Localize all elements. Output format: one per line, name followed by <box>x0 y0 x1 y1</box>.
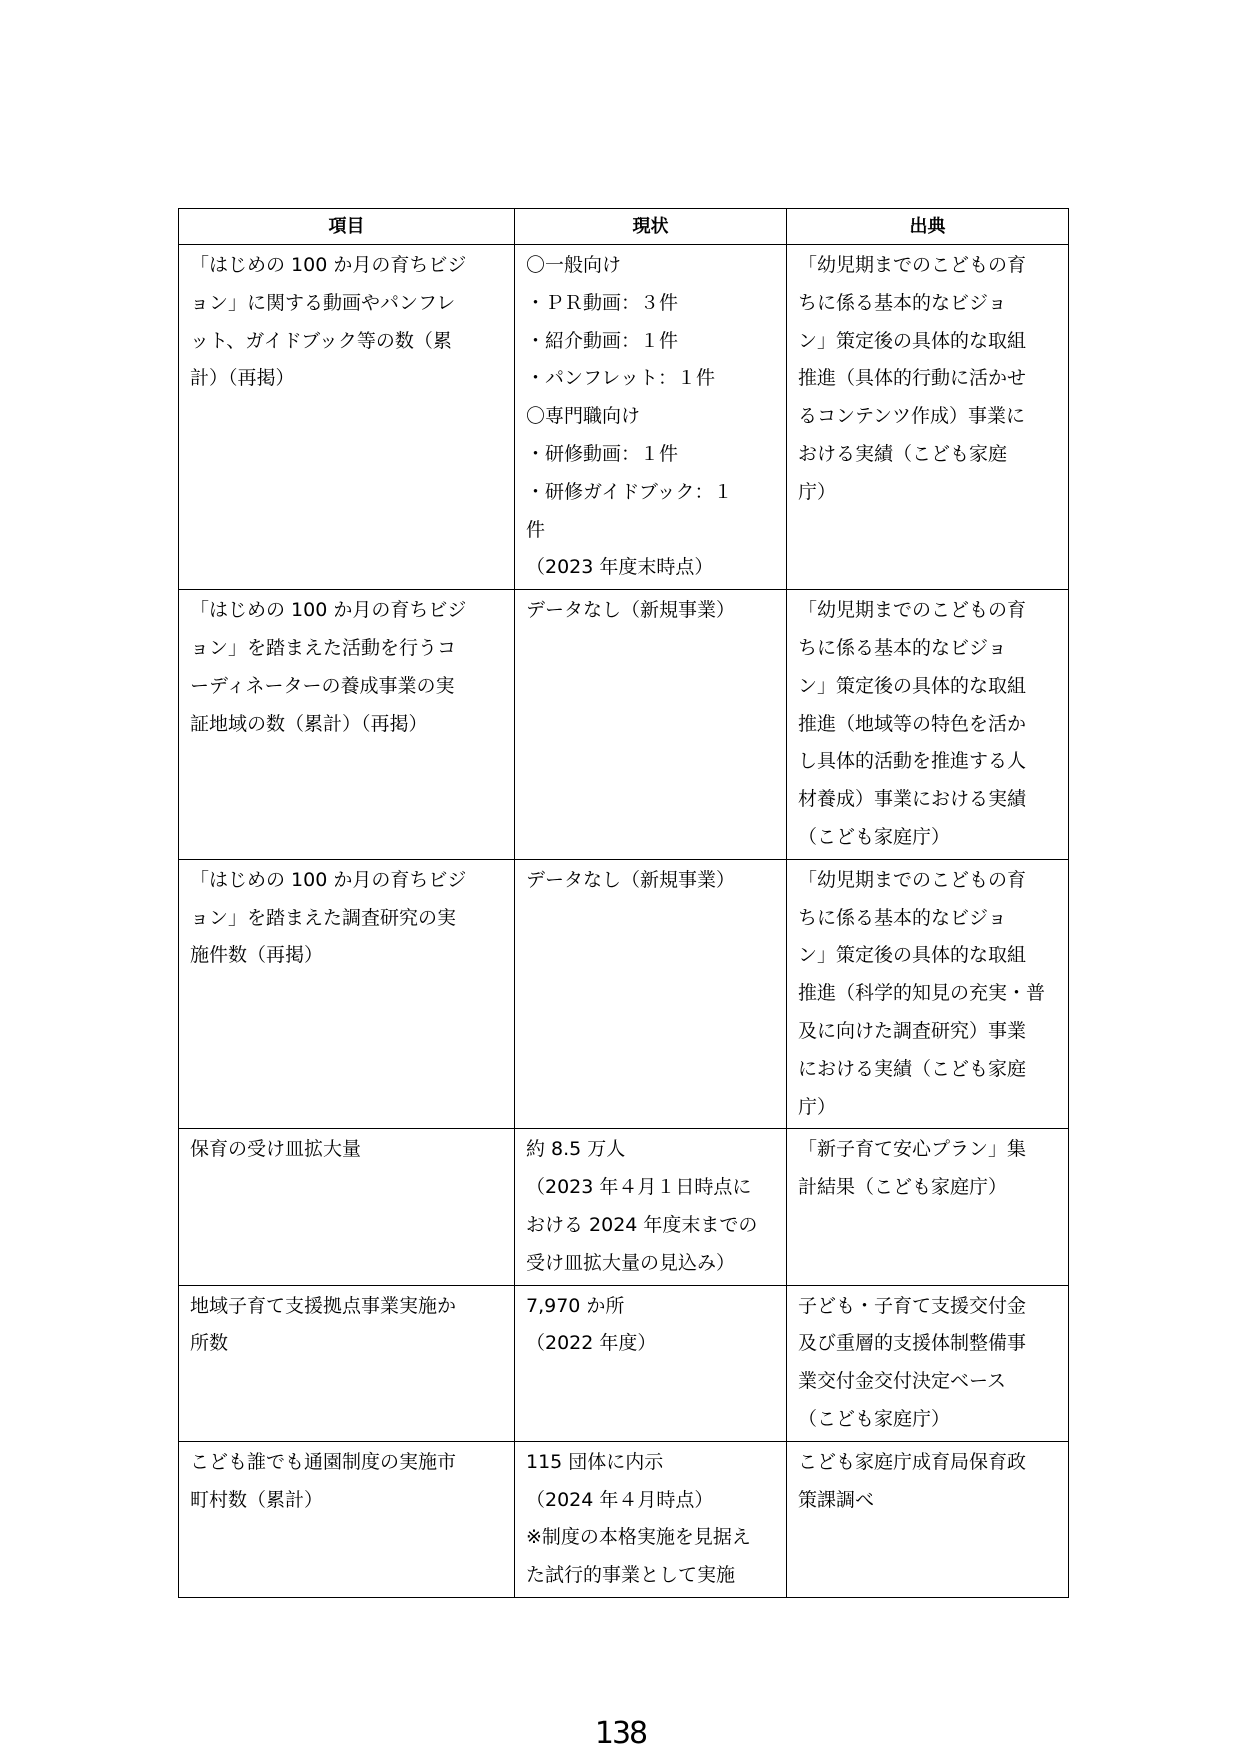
cell-line: 受け皿拡大量の見込み） <box>526 1251 736 1274</box>
cell-line: （2022 年度） <box>526 1332 657 1355</box>
cell-line: 庁） <box>798 480 837 503</box>
cell-line: 庁） <box>798 1095 837 1118</box>
cell-line: （2023 年度末時点） <box>526 556 714 579</box>
cell-line: 推進（具体的行動に活かせ <box>798 367 1027 390</box>
cell-line: ・研修動画：１件 <box>526 442 679 465</box>
cell-item <box>179 859 515 1129</box>
cell-line: 「幼児期までのこどもの育 <box>798 254 1027 276</box>
cell-line: ン」策定後の具体的な取組 <box>798 674 1027 697</box>
cell-status <box>515 859 787 1129</box>
cell-item <box>179 1285 515 1441</box>
cell-line: 7,970 か所 <box>526 1294 625 1317</box>
cell-line: 「新子育て安心プラン」集 <box>798 1138 1027 1161</box>
cell-line: 及び重層的支援体制整備事 <box>798 1332 1027 1355</box>
cell-line: こども家庭庁成育局保育政 <box>798 1450 1027 1473</box>
cell-line: ちに係る基本的なビジョ <box>798 906 1007 929</box>
cell-source <box>787 245 1069 590</box>
cell-line: おける 2024 年度末までの <box>526 1213 758 1236</box>
cell-line: おける実績（こども家庭 <box>798 442 1008 465</box>
cell-line: 策課調べ <box>798 1488 875 1511</box>
cell-line: 「はじめの 100 か月の育ちビジ <box>190 599 467 622</box>
cell-line: 施件数（再掲） <box>190 944 324 967</box>
table-row <box>179 1129 1069 1285</box>
cell-line: ちに係る基本的なビジョ <box>798 636 1007 659</box>
cell-line: データなし（新規事業） <box>526 599 736 622</box>
cell-line: ョン」を踏まえた活動を行うコ <box>190 636 457 659</box>
cell-line: 及に向けた調査研究）事業 <box>798 1019 1027 1042</box>
cell-status <box>515 1441 787 1597</box>
cell-line: し具体的活動を推進する人 <box>798 750 1027 773</box>
table-header-row <box>179 209 1069 245</box>
cell-line: 保育の受け皿拡大量 <box>190 1138 362 1161</box>
cell-line: 材養成）事業における実績 <box>798 788 1027 811</box>
cell-line: 業交付金交付決定ベース <box>798 1370 1007 1393</box>
cell-line: （こども家庭庁） <box>798 825 951 848</box>
table-row <box>179 1285 1069 1441</box>
cell-line: （こども家庭庁） <box>798 1407 951 1430</box>
cell-line: るコンテンツ作成）事業に <box>798 405 1026 428</box>
cell-line: ン」策定後の具体的な取組 <box>798 944 1027 967</box>
cell-line: （2023 年４月１日時点に <box>526 1176 752 1199</box>
data-table <box>178 208 1069 1598</box>
cell-status <box>515 590 787 860</box>
table-row <box>179 1441 1069 1597</box>
cell-line: 町村数（累計） <box>190 1488 324 1511</box>
cell-line: 「幼児期までのこどもの育 <box>798 599 1027 622</box>
cell-line: ョン」を踏まえた調査研究の実 <box>190 906 457 929</box>
cell-line: データなし（新規事業） <box>526 868 736 891</box>
page-number: 138 <box>594 1716 647 1751</box>
cell-item <box>179 245 515 590</box>
header-status: 現状 <box>515 209 787 245</box>
cell-source <box>787 859 1069 1129</box>
cell-source <box>787 1441 1069 1597</box>
cell-line: 〇専門職向け <box>526 405 641 428</box>
cell-line: ・紹介動画：１件 <box>526 329 679 352</box>
cell-line: ・ＰＲ動画：３件 <box>526 291 679 314</box>
cell-line: た試行的事業として実施 <box>526 1564 736 1587</box>
cell-line: 子ども・子育て支援交付金 <box>798 1294 1027 1317</box>
cell-line: 件 <box>526 518 546 541</box>
cell-line: 計）（再掲） <box>190 367 295 390</box>
header-item: 項目 <box>179 209 515 245</box>
cell-line: ・研修ガイドブック：１ <box>526 480 733 503</box>
cell-line: ョン」に関する動画やパンフレ <box>190 291 456 314</box>
cell-line: 115 団体に内示 <box>526 1450 664 1473</box>
cell-line: 「はじめの 100 か月の育ちビジ <box>190 254 467 276</box>
cell-line: （2024 年４月時点） <box>526 1488 714 1511</box>
cell-status <box>515 1129 787 1285</box>
cell-line: こども誰でも通園制度の実施市 <box>190 1450 457 1473</box>
cell-line: ※制度の本格実施を見据え <box>526 1526 751 1549</box>
cell-line: 推進（科学的知見の充実・普 <box>798 982 1046 1005</box>
cell-item <box>179 1129 515 1285</box>
cell-line: 推進（地域等の特色を活か <box>798 712 1027 735</box>
cell-line: ーディネーターの養成事業の実 <box>190 674 455 697</box>
cell-item <box>179 590 515 860</box>
table-row <box>179 590 1069 860</box>
cell-line: 〇一般向け <box>526 254 622 276</box>
cell-status <box>515 245 787 590</box>
table-row <box>179 859 1069 1129</box>
cell-line: 「幼児期までのこどもの育 <box>798 868 1027 891</box>
cell-line: ・パンフレット：１件 <box>526 367 716 390</box>
cell-item <box>179 1441 515 1597</box>
cell-line: 証地域の数（累計）（再掲） <box>190 712 428 735</box>
cell-line: における実績（こども家庭 <box>798 1057 1027 1080</box>
cell-source <box>787 590 1069 860</box>
table-row <box>179 245 1069 590</box>
cell-line: 約 8.5 万人 <box>526 1138 626 1161</box>
cell-line: 地域子育て支援拠点事業実施か <box>190 1294 457 1317</box>
cell-line: 「はじめの 100 か月の育ちビジ <box>190 868 467 891</box>
cell-source <box>787 1129 1069 1285</box>
cell-status <box>515 1285 787 1441</box>
cell-line: ン」策定後の具体的な取組 <box>798 329 1027 352</box>
cell-line: ちに係る基本的なビジョ <box>798 291 1007 314</box>
cell-line: 所数 <box>190 1332 229 1355</box>
cell-line: ット、ガイドブック等の数（累 <box>190 329 452 352</box>
header-source: 出典 <box>787 209 1069 245</box>
cell-line: 計結果（こども家庭庁） <box>798 1176 1008 1199</box>
cell-source <box>787 1285 1069 1441</box>
